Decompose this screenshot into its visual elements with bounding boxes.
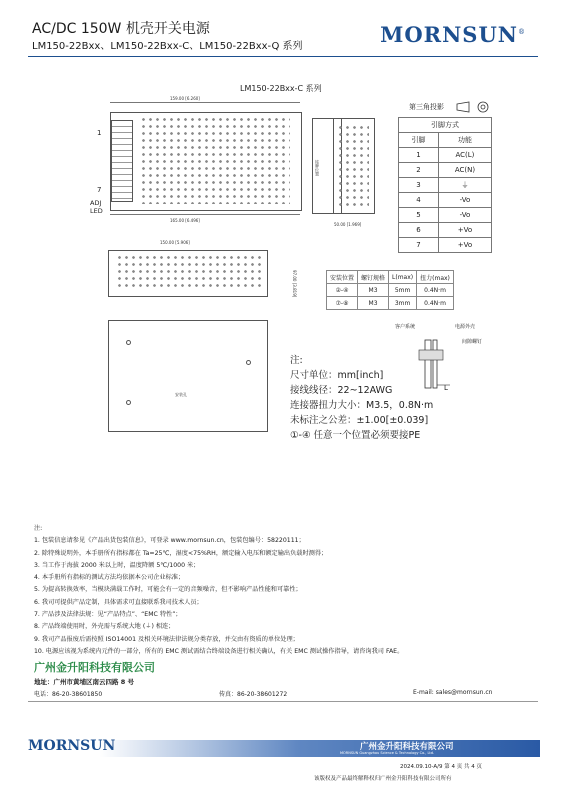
pin-table-title: 引脚方式	[399, 118, 492, 133]
footnote-item: 9. 我司产品报废后需按照 ISO14001 及相关环境法律法规分类存放，并交由有资质的单位处理；	[34, 635, 299, 643]
dim-top: 159.00 [6.260]	[170, 96, 200, 101]
header-divider	[28, 56, 538, 57]
dim-side: 50.00 [1.969]	[334, 222, 362, 227]
note-line: ①-④ 任意一个位置必须要接PE	[290, 430, 421, 441]
dim-bottom: 165.00 [6.496]	[170, 218, 200, 223]
document-title: AC/DC 150W 机壳开关电源	[32, 21, 210, 37]
footnote-item: 4. 本手册所有指标的测试方法均依据本公司企业标准；	[34, 574, 185, 582]
footer-copyright: 该版权及产品最终解释权归广州金升阳科技有限公司所有	[314, 776, 452, 782]
dim-bottom-view: 150.00 [5.906]	[160, 240, 190, 245]
pin-row: 7	[399, 238, 439, 253]
pin-row: 4	[399, 193, 439, 208]
pin-table: 引脚方式 引脚 功能 1 AC(L) 2 AC(N) 3 ⏚ 4 -Vo 5 -Vo 6 +Vo 7 +Vo	[398, 117, 492, 253]
company-phone: 电话：86-20-38601850	[34, 691, 103, 698]
drawing-notes: 注: 尺寸单位：mm[inch] 接线线径：22~12AWG 连接器扭力大小：M3.5，0.8N·m 未标注之公差：±1.00[±0.039] ①-④ 任意一个位置必须要接PE	[290, 355, 434, 441]
footnote-item: 1. 包装信息请参见《产品出货包装信息》，可登录 www.mornsun.cn，包装包编号：58220111；	[34, 537, 305, 545]
label-plate: 铭牌位置	[315, 160, 320, 176]
adj-label: ADJ	[90, 199, 102, 207]
company-email: E-mail: sales@mornsun.cn	[413, 689, 493, 696]
torque-row: ⑦-⑧	[327, 297, 358, 310]
footnote-item: 3. 当工作于海拔 2000 米以上时，温度降额 5℃/1000 米；	[34, 561, 200, 569]
led-label: LED	[90, 207, 103, 215]
footer-bar	[100, 740, 540, 757]
mornsun-logo: MORNSUN®	[380, 22, 526, 47]
note-line: 接线线径：22~12AWG	[290, 385, 393, 396]
footer-date-page: 2024.09.10-A/9 第 4 页 共 4 页	[400, 764, 482, 770]
pin-row: 6	[399, 223, 439, 238]
pin1-marker: 1	[97, 129, 102, 137]
dim-height: 97.00 [3.819]	[292, 270, 297, 298]
note-line: 未标注之公差：±1.00[±0.039]	[290, 415, 429, 426]
third-angle-label: 第三角投影	[409, 103, 444, 111]
footnote-item: 10. 电源应该视为系统内元件的一部分，所有的 EMC 测试需结合终端设备进行相关确认，有关 EMC 测试操作指导，请咨询我司 FAE。	[34, 647, 404, 655]
note-line: 尺寸单位：mm[inch]	[290, 370, 384, 381]
pin-row: 1	[399, 148, 439, 163]
footnote-item: 5. 为提高转换效率，当模块满载工作时，可能会有一定的音频噪音，但不影响产品性能和可靠性；	[34, 586, 302, 594]
company-address: 地址：广州市黄埔区南云四路 8 号	[34, 678, 135, 686]
footnote-item: 2. 除特殊说明外，本手册所有指标都在 Ta=25℃，湿度<75%RH，额定输入电压和额定输出负载时测得；	[34, 549, 328, 557]
footer-logo: MORNSUN	[28, 738, 116, 754]
footnotes: 注: 1. 包装信息请参见《产品出货包装信息》，可登录 www.mornsun.cn，包装包编号：58220111； 2. 除特殊说明外，本手册所有指标都在 Ta=25℃，湿度<75%RH，额定输入电压和额定输出负载时测得； 3. 当工作于海拔 2000 米以上时，温度降额 5℃/1000 米； 4. 本手册所有指标的测试方法均依据本公司企业标准； 5. 为提高转换效率，当模块满载工作时，可能会有一定的音频噪音，但不影响产品性能和可靠性； 6. 我司可提供产品定制，具体需求可直接联系我司技术人员； 7. 产品涉及法律法规：见“产品特点”、“EMC 特性”； 8. 产品终端使用时，外壳需与系统大地 (⏚) 相连； 9. 我司产品报废后需按照 ISO14001 及相关环境法律法规分类存放，并交由有资质的单位处理； 10. 电源应该视为系统内元件的一部分，所有的 EMC 测试需结合终端设备进行相关确认，有关 EMC 测试操作指导，请咨询我司 FAE。	[34, 523, 544, 658]
pin-row: 2	[399, 163, 439, 178]
third-angle-icon	[455, 99, 497, 118]
torque-row: ②-④	[327, 284, 358, 297]
torque-table: 安装位置 螺钉规格 L(max) 扭力(max) ②-④ M3 5mm 0.4N·m ⑦-⑧ M3 3mm 0.4N·m	[326, 270, 454, 310]
company-name: 广州金升阳科技有限公司	[34, 661, 155, 674]
pin-row: 3	[399, 178, 439, 193]
footnote-item: 8. 产品终端使用时，外壳需与系统大地 (⏚) 相连；	[34, 623, 175, 631]
note-line: 连接器扭力大小：M3.5，0.8N·m	[290, 400, 434, 411]
footnote-item: 7. 产品涉及法律法规：见“产品特点”、“EMC 特性”；	[34, 611, 182, 619]
mount-label: 安装孔	[175, 392, 187, 397]
drawing-title: LM150-22Bxx-C 系列	[240, 84, 322, 93]
footnote-item: 6. 我司可提供产品定制，具体需求可直接联系我司技术人员；	[34, 598, 203, 606]
document-subtitle: LM150-22Bxx、LM150-22Bxx-C、LM150-22Bxx-Q 系列	[32, 41, 303, 52]
footer-company-cn: 广州金升阳科技有限公司	[360, 742, 454, 752]
pin7-marker: 7	[97, 186, 102, 194]
pin-header-function: 功能	[438, 133, 491, 148]
pin-header-pin: 引脚	[399, 133, 439, 148]
pin-row: 5	[399, 208, 439, 223]
company-fax: 传真：86-20-38601272	[219, 691, 288, 698]
footer-company-en: MORNSUN Guangzhou Science & Technology Co., Ltd.	[340, 751, 435, 755]
